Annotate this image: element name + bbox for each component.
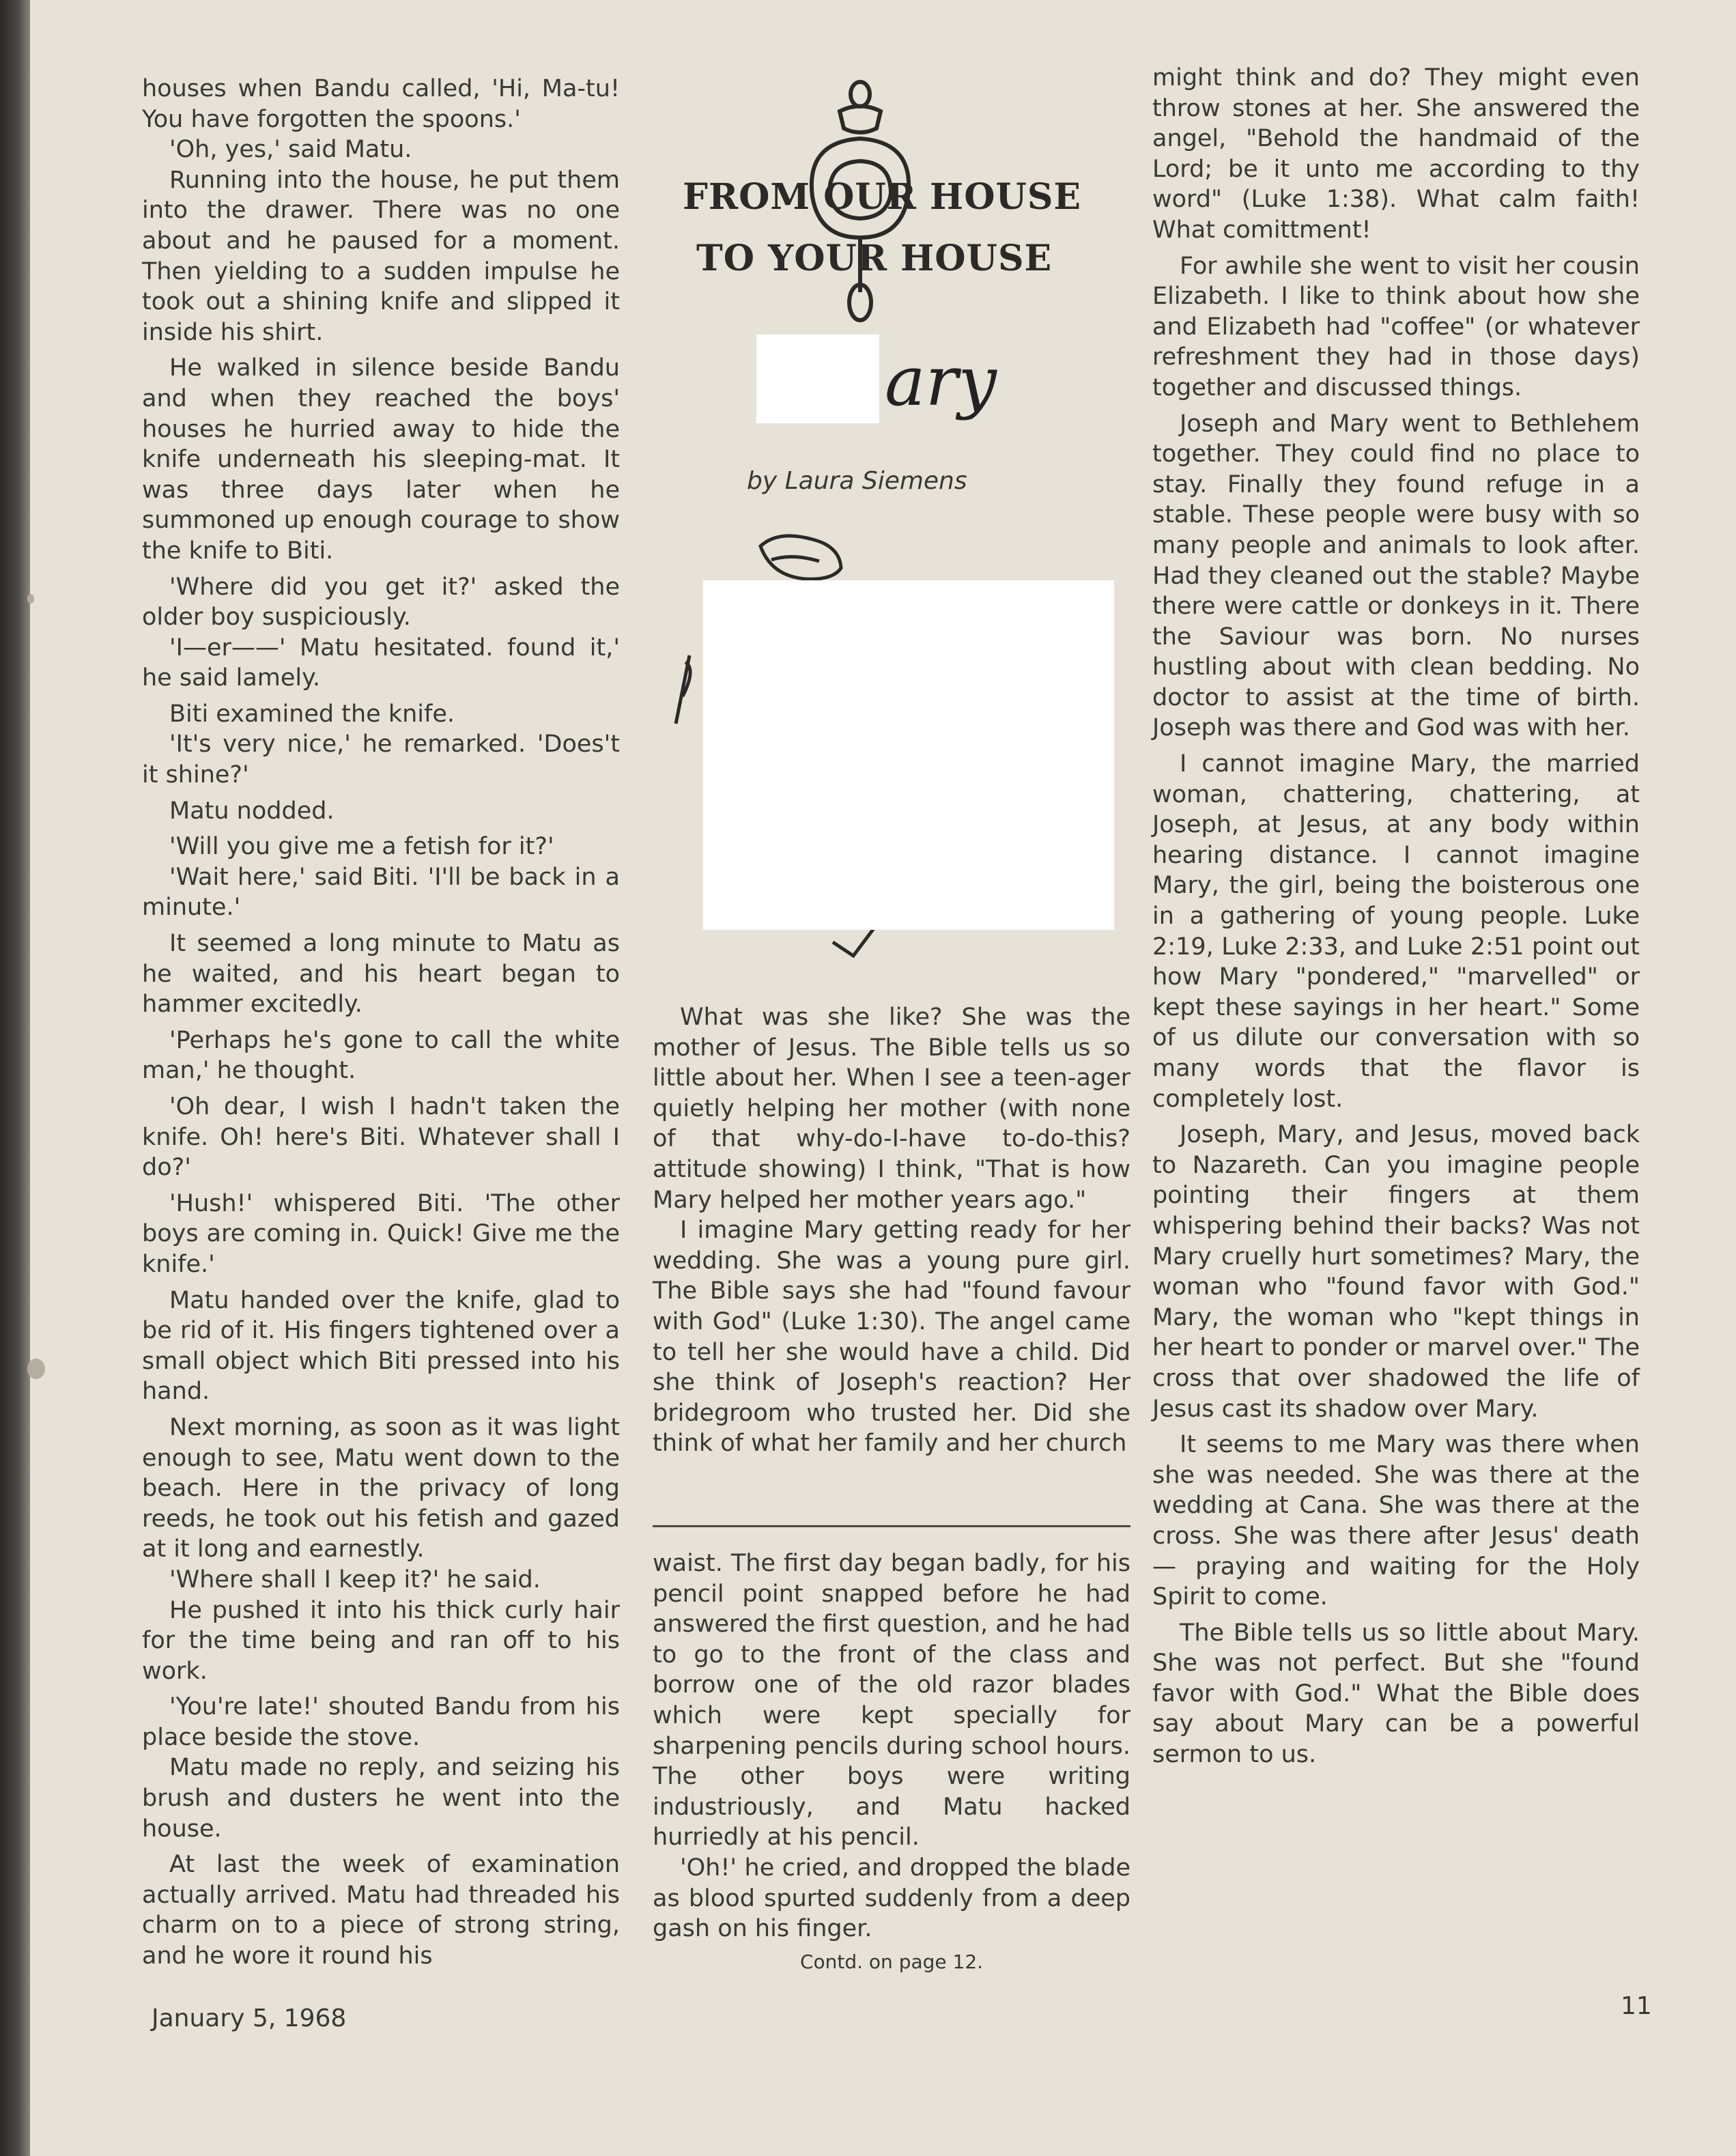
paragraph: 'Oh!' he cried, and dropped the blade as blood spurted suddenly from a deep gash on his finger. [653,1854,1130,1943]
paragraph: The Bible tells us so little about Mary. She was not perfect. But she "found favor with God." What the Bible does say about Mary can be a powerful sermon to us. [1152,1619,1640,1769]
paragraph: For awhile she went to visit her cousin Elizabeth. I like to think about how she and Elizabeth had "coffee" (or whatever refreshment they had in those days) together and discussed things. [1152,252,1640,401]
left-column-story [142,74,620,1972]
paragraph: Joseph and Mary went to Bethlehem together. They could find no place to stay. Finally they found refuge in a stable. These people were busy with so many people and animals to look after. Had they cleaned out the stable? Maybe there were cattle or donkeys in it. There the Saviour was born. No nurses hustling about with clean bedding. No doctor to assist at the time of birth. Joseph was there and God was with her. [1152,410,1640,742]
scanned-page-edge [0,0,30,2156]
paragraph: 'Where did you get it?' asked the older boy suspiciously. [142,573,620,632]
paragraph: 'Will you give me a fetish for it?' [169,833,554,861]
paragraph: waist. The first day began badly, for his pencil point snapped before he had answered the first question, and he had to go to the front of the class and borrow one of the old razor blades which were kept specially for sharpening pencils during school hours. The other boys were writing industriously, and Matu hacked hurriedly at his pencil. [653,1550,1130,1852]
paragraph: 'Hush!' whispered Biti. 'The other boys are coming in. Quick! Give me the knife.' [142,1189,620,1278]
paragraph: He walked in silence beside Bandu and when they reached the boys' houses he hurried away to hide the knife underneath his sleeping-mat. It was three days later when he summoned up enough courage to show the knife to Biti. [142,354,620,565]
page-number: 11 [1621,1992,1652,2020]
redacted-title-block [756,335,879,423]
right-column-article [1152,63,1640,1770]
paper-tear [27,1359,45,1379]
redacted-illustration [703,580,1114,930]
paragraph: Matu made no reply, and seizing his brush and dusters he went into the house. [142,1754,620,1843]
issue-date: January 5, 1968 [152,2004,347,2032]
byline: by Laura Siemens [747,467,967,495]
header-line-1: FROM OUR HOUSE [683,176,1082,218]
continued-note: Contd. on page 12. [799,1950,984,1973]
paragraph: I cannot imagine Mary, the married woman, chattering, chattering, at Joseph, at Jesus, at any body within hearing distance. I cannot imagine Mary, the girl, being the boisterous one in a gathering of young people. Luke 2:19, Luke 2:33, and Luke 2:51 point out how Mary "pondered," "marvelled" or kept these sayings in her heart." Some of us dilute our conversation with so many words that the flavor is completely lost. [1152,750,1640,1113]
paragraph: 'Wait here,' said Biti. 'I'll be back in a minute.' [142,863,620,922]
paragraph: 'You're late!' shouted Bandu from his place beside the stove. [142,1693,620,1751]
paragraph: What was she like? She was the mother of Jesus. The Bible tells us so little about her. When I see a teen-ager quietly helping her mother (with none of that why-do-I-have to-do-this? attitude showing) I think, "That is how Mary helped her mother years ago." [653,1004,1130,1214]
paragraph: Joseph, Mary, and Jesus, moved back to Nazareth. Can you imagine people pointing their fingers at them whispering behind their backs? Was not Mary cruelly hurt sometimes? Mary, the woman who "found favor with God." Mary, the woman who "kept things in her heart to ponder or marvel over." The cross that over shadowed the life of Jesus cast its shadow over Mary. [1152,1121,1640,1423]
paragraph: 'Where shall I keep it?' he said. [169,1565,541,1593]
paragraph: 'I—er——' Matu hesitated. found it,' he said lamely. [142,634,620,692]
column-divider [653,1525,1130,1527]
paragraph: 'Oh dear, I wish I hadn't taken the knife. Oh! here's Biti. Whatever shall I do?' [142,1093,620,1182]
header-line-2: TO YOUR HOUSE [696,238,1053,279]
middle-column-article [653,1002,1130,1459]
paragraph: Matu nodded. [169,797,335,825]
paragraph: Running into the house, he put them into the drawer. There was no one about and he paused for a moment. Then yielding to a sudden impulse he took out a shining knife and slipped it inside his shirt. [142,166,620,346]
paragraph: 'Perhaps he's gone to call the white man,' he thought. [142,1026,620,1085]
paragraph: houses when Bandu called, 'Hi, Ma-tu! You have forgotten the spoons.' [142,75,620,133]
paragraph: 'It's very nice,' he remarked. 'Does't it shine?' [142,731,620,789]
paragraph: might think and do? They might even throw stones at her. She answered the angel, "Behold the handmaid of the Lord; be it unto me according to thy word" (Luke 1:38). What calm faith! What comittment! [1152,64,1640,244]
paragraph: I imagine Mary getting ready for her wedding. She was a young pure girl. The Bible says she had "found favour with God" (Luke 1:30). The angel came to tell her she would have a child. Did she think of Joseph's reaction? Her bridegroom who trusted her. Did she think of what her family and her church [653,1217,1130,1458]
paragraph: Biti examined the knife. [169,700,455,728]
article-title: ary [885,341,997,421]
paper-spot [27,594,34,604]
paragraph: It seemed a long minute to Matu as he waited, and his heart began to hammer excitedly. [142,930,620,1019]
middle-column-story-continued [653,1548,1130,1977]
paragraph: 'Oh, yes,' said Matu. [169,136,412,164]
paragraph: He pushed it into his thick curly hair for the time being and ran off to his work. [142,1596,620,1685]
paragraph: Matu handed over the knife, glad to be rid of it. His fingers tightened over a small object which Biti pressed into his hand. [142,1286,620,1406]
paragraph: Next morning, as soon as it was light enough to see, Matu went down to the beach. Here in the privacy of long reeds, he took out his fetish and gazed at it long and earnestly. [142,1413,620,1563]
paragraph: At last the week of examination actually arrived. Matu had threaded his charm on to a piece of strong string, and he wore it round his [142,1851,620,1970]
paragraph: It seems to me Mary was there when she was needed. She was there at the wedding at Cana. She was there at the cross. She was there after Jesus' death — praying and waiting for the Holy Spirit to come. [1152,1431,1640,1611]
